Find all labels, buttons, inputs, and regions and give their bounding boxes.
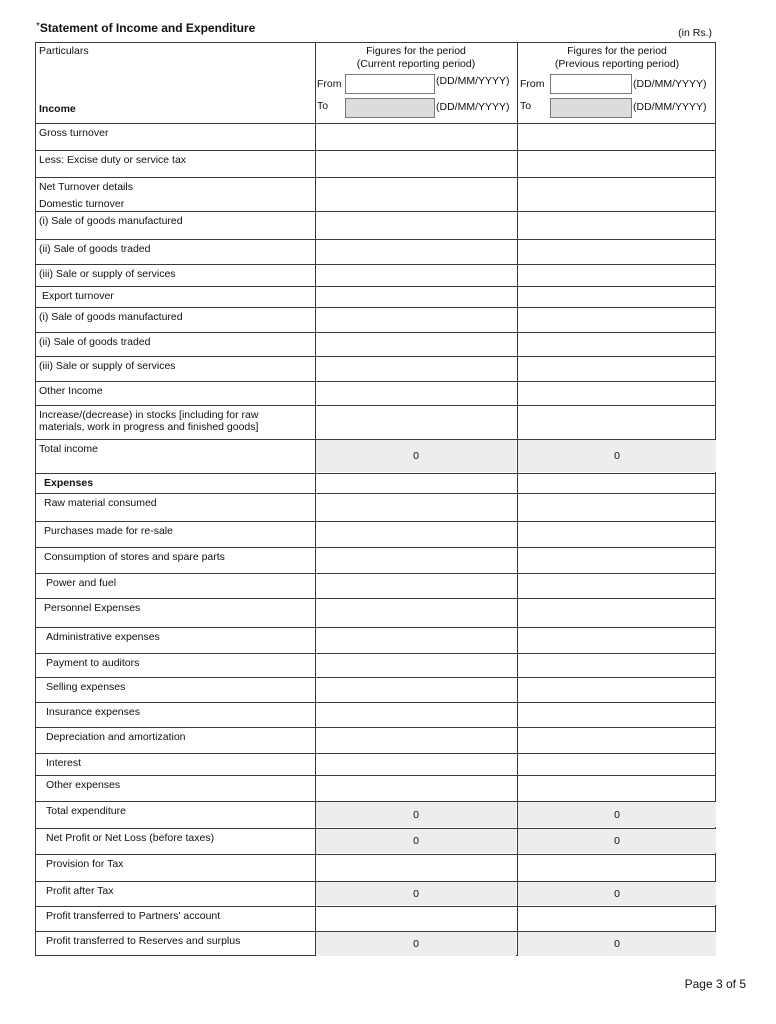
previous-value-gross-turnover[interactable] (518, 124, 716, 149)
previous-value-other-income[interactable] (518, 382, 716, 404)
previous-value-interest[interactable] (518, 754, 716, 774)
current-value-iii-sale-or-supply-of-services[interactable] (316, 265, 516, 285)
previous-to-date-format: (DD/MM/YYYY) (633, 101, 707, 113)
row-label-line: Increase/(decrease) in stocks [including for raw (39, 409, 259, 421)
row-label-line: Selling expenses (46, 681, 126, 693)
row-label-line: Other expenses (46, 779, 121, 791)
previous-value-payment-to-auditors[interactable] (518, 654, 716, 676)
row-label-line: Provision for Tax (46, 858, 124, 870)
previous-from-date-input[interactable] (550, 74, 632, 94)
current-value-other-expenses[interactable] (316, 776, 516, 800)
row-label-line: (ii) Sale of goods traded (39, 243, 151, 255)
current-value-consumption-of-stores-and-spare-parts[interactable] (316, 548, 516, 572)
row-label-line: Profit transferred to Reserves and surplus (46, 935, 241, 947)
row-label-other-income (39, 385, 103, 397)
current-period-header (315, 45, 517, 71)
row-label-other-expenses (46, 779, 120, 791)
row-label-line: Purchases made for re-sale (44, 525, 173, 537)
row-label-i-sale-of-goods-manufactured (39, 311, 183, 323)
previous-to-date-input[interactable] (550, 98, 632, 118)
current-value-i-sale-of-goods-manufactured[interactable] (316, 308, 516, 331)
previous-value-i-sale-of-goods-manufactured[interactable] (518, 212, 716, 238)
current-value-profit-after-tax: 0 (316, 882, 516, 905)
previous-value-depreciation-and-amortization[interactable] (518, 728, 716, 752)
row-label-administrative-expenses (46, 631, 160, 643)
row-label-iii-sale-or-supply-of-services (39, 360, 176, 372)
row-label-line: (iii) Sale or supply of services (39, 360, 176, 372)
previous-value-purchases-made-for-re-sale[interactable] (518, 522, 716, 546)
row-label-line: Income (39, 103, 76, 115)
row-label-line: materials, work in progress and finished goods] (39, 421, 259, 433)
row-label-line: (ii) Sale of goods traded (39, 336, 151, 348)
row-label-line: Interest (46, 757, 82, 769)
previous-value-net-profit-or-net-loss-before-taxes: 0 (518, 829, 716, 853)
row-label-line: Personnel Expenses (44, 602, 141, 614)
current-value-profit-transferred-to-partners-account[interactable] (316, 907, 516, 930)
previous-value-insurance-expenses[interactable] (518, 703, 716, 726)
previous-value-less-excise-duty-or-service-tax[interactable] (518, 151, 716, 176)
previous-value-export-turnover[interactable] (518, 287, 716, 306)
row-label-profit-after-tax (46, 885, 114, 897)
previous-value-iii-sale-or-supply-of-services[interactable] (518, 357, 716, 380)
current-value-purchases-made-for-re-sale[interactable] (316, 522, 516, 546)
row-label-profit-transferred-to-reserves-and-surplus (46, 935, 240, 947)
current-from-date-format: (DD/MM/YYYY) (436, 75, 510, 87)
particulars-header: Particulars (39, 45, 89, 57)
current-value-gross-turnover[interactable] (316, 124, 516, 149)
previous-value-total-income: 0 (518, 440, 716, 472)
current-value-expenses[interactable] (316, 474, 516, 492)
current-value-provision-for-tax[interactable] (316, 855, 516, 880)
row-label-power-and-fuel (46, 577, 116, 589)
row-label-line: Administrative expenses (46, 631, 160, 643)
current-value-total-expenditure: 0 (316, 802, 516, 827)
current-value-ii-sale-of-goods-traded[interactable] (316, 240, 516, 263)
row-label-line: Raw material consumed (44, 497, 157, 509)
current-period-header-line2: (Current reporting period) (356, 58, 476, 70)
previous-period-header-line1: Figures for the period (567, 45, 667, 57)
statement-title (36, 21, 255, 35)
current-value-export-turnover[interactable] (316, 287, 516, 306)
row-label-less-excise-duty-or-service-tax (39, 154, 186, 166)
row-label-i-sale-of-goods-manufactured (39, 215, 183, 227)
row-label-line: Other Income (39, 385, 103, 397)
previous-value-net-turnover-details[interactable] (518, 178, 716, 210)
previous-period-header (517, 45, 717, 71)
currency-unit: (in Rs.) (678, 27, 712, 39)
row-label-line: Expenses (44, 477, 94, 489)
row-label-raw-material-consumed (44, 497, 157, 509)
current-value-power-and-fuel[interactable] (316, 574, 516, 597)
current-to-date-format: (DD/MM/YYYY) (436, 101, 510, 113)
row-label-line: (i) Sale of goods manufactured (39, 215, 183, 227)
previous-value-i-sale-of-goods-manufactured[interactable] (518, 308, 716, 331)
current-value-less-excise-duty-or-service-tax[interactable] (316, 151, 516, 176)
statement-table (35, 42, 716, 956)
previous-value-personnel-expenses[interactable] (518, 599, 716, 626)
current-to-date-input[interactable] (345, 98, 435, 118)
previous-value-consumption-of-stores-and-spare-parts[interactable] (518, 548, 716, 572)
row-label-line: Export turnover (42, 290, 114, 302)
row-label-line: Gross turnover (39, 127, 109, 139)
previous-value-ii-sale-of-goods-traded[interactable] (518, 240, 716, 263)
row-label-income (39, 103, 76, 115)
current-from-label: From (317, 78, 342, 90)
row-label-payment-to-auditors (46, 657, 139, 669)
row-label-selling-expenses (46, 681, 125, 693)
current-value-increase-decrease-in-stocks-including-for-raw[interactable] (316, 406, 516, 438)
row-label-gross-turnover (39, 127, 108, 139)
row-label-line: Net Turnover details (39, 181, 133, 193)
previous-value-increase-decrease-in-stocks-including-for-raw[interactable] (518, 406, 716, 438)
row-label-insurance-expenses (46, 706, 140, 718)
previous-from-label: From (520, 78, 545, 90)
row-label-iii-sale-or-supply-of-services (39, 268, 176, 280)
previous-to-label: To (520, 100, 532, 112)
previous-value-provision-for-tax[interactable] (518, 855, 716, 880)
previous-value-other-expenses[interactable] (518, 776, 716, 800)
row-label-line: (iii) Sale or supply of services (39, 268, 176, 280)
current-value-selling-expenses[interactable] (316, 678, 516, 701)
previous-value-iii-sale-or-supply-of-services[interactable] (518, 265, 716, 285)
current-value-insurance-expenses[interactable] (316, 703, 516, 726)
current-value-administrative-expenses[interactable] (316, 628, 516, 652)
row-label-line: Domestic turnover (39, 198, 125, 210)
previous-value-profit-transferred-to-reserves-and-surplus: 0 (518, 932, 716, 956)
row-label-ii-sale-of-goods-traded (39, 336, 150, 348)
previous-value-raw-material-consumed[interactable] (518, 494, 716, 520)
row-label-export-turnover (42, 290, 114, 302)
previous-value-profit-after-tax: 0 (518, 882, 716, 905)
row-label-line: (i) Sale of goods manufactured (39, 311, 183, 323)
current-value-net-profit-or-net-loss-before-taxes: 0 (316, 829, 516, 853)
current-value-ii-sale-of-goods-traded[interactable] (316, 333, 516, 355)
current-value-other-income[interactable] (316, 382, 516, 404)
previous-value-ii-sale-of-goods-traded[interactable] (518, 333, 716, 355)
row-label-increase-decrease-in-stocks-including-for-raw (39, 409, 258, 433)
row-label-depreciation-and-amortization (46, 731, 186, 743)
previous-value-total-expenditure: 0 (518, 802, 716, 827)
previous-value-expenses[interactable] (518, 474, 716, 492)
row-label-line: Less: Excise duty or service tax (39, 154, 187, 166)
current-value-depreciation-and-amortization[interactable] (316, 728, 516, 752)
previous-value-profit-transferred-to-partners-account[interactable] (518, 907, 716, 930)
current-value-iii-sale-or-supply-of-services[interactable] (316, 357, 516, 380)
current-from-date-input[interactable] (345, 74, 435, 94)
row-label-line: Insurance expenses (46, 706, 140, 718)
row-label-line: Payment to auditors (46, 657, 140, 669)
row-label-interest (46, 757, 81, 769)
row-label-line: Total expenditure (46, 805, 126, 817)
required-marker: * (36, 21, 40, 32)
row-label-purchases-made-for-re-sale (44, 525, 173, 537)
current-value-raw-material-consumed[interactable] (316, 494, 516, 520)
previous-value-power-and-fuel[interactable] (518, 574, 716, 597)
current-value-interest[interactable] (316, 754, 516, 774)
row-label-profit-transferred-to-partners-account (46, 910, 220, 922)
row-label-line: Power and fuel (46, 577, 117, 589)
row-label-total-income (39, 443, 98, 455)
page-number: Page 3 of 5 (684, 977, 746, 991)
previous-from-date-format: (DD/MM/YYYY) (633, 78, 707, 90)
current-value-profit-transferred-to-reserves-and-surplus: 0 (316, 932, 516, 956)
current-value-personnel-expenses[interactable] (316, 599, 516, 626)
current-value-payment-to-auditors[interactable] (316, 654, 516, 676)
row-label-line: Net Profit or Net Loss (before taxes) (46, 832, 215, 844)
statement-title-text: Statement of Income and Expenditure (39, 21, 256, 35)
row-label-net-turnover-details (39, 181, 133, 210)
row-label-total-expenditure (46, 805, 126, 817)
row-label-consumption-of-stores-and-spare-parts (44, 551, 225, 563)
previous-period-header-line2: (Previous reporting period) (554, 58, 680, 70)
previous-value-administrative-expenses[interactable] (518, 628, 716, 652)
row-label-net-profit-or-net-loss-before-taxes (46, 832, 214, 844)
row-label-line: Profit after Tax (46, 885, 114, 897)
row-label-expenses (44, 477, 93, 489)
previous-value-selling-expenses[interactable] (518, 678, 716, 701)
current-value-i-sale-of-goods-manufactured[interactable] (316, 212, 516, 238)
row-label-personnel-expenses (44, 602, 140, 614)
row-label-ii-sale-of-goods-traded (39, 243, 150, 255)
row-label-provision-for-tax (46, 858, 123, 870)
row-label-line: Total income (39, 443, 98, 455)
current-value-total-income: 0 (316, 440, 516, 472)
current-value-net-turnover-details[interactable] (316, 178, 516, 210)
current-period-header-line1: Figures for the period (366, 45, 466, 57)
current-to-label: To (317, 100, 329, 112)
row-label-line: Profit transferred to Partners' account (46, 910, 221, 922)
row-label-line: Consumption of stores and spare parts (44, 551, 225, 563)
row-label-line: Depreciation and amortization (46, 731, 186, 743)
